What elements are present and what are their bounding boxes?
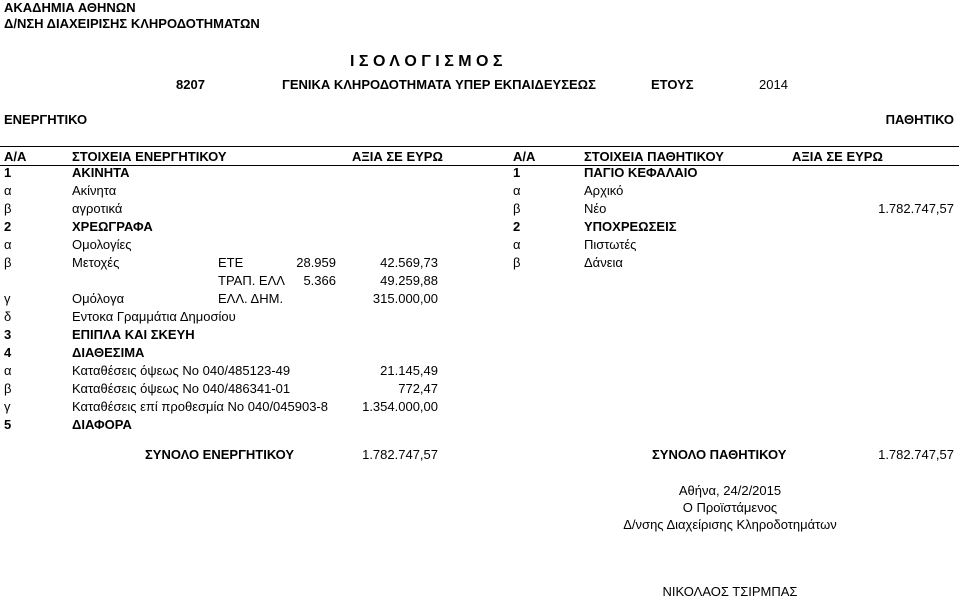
row-letter: δ bbox=[4, 309, 12, 324]
liabilities-total-value: 1.782.747,57 bbox=[878, 447, 954, 462]
section-label-cash: ΔΙΑΘΕΣΙΜΑ bbox=[72, 345, 145, 360]
section-label-fixed-capital: ΠΑΓΙΟ ΚΕΦΑΛΑΙΟ bbox=[584, 165, 698, 180]
section-label-differences: ΔΙΑΦΟΡΑ bbox=[72, 417, 132, 432]
item-label-bonds: Ομολογίες bbox=[72, 237, 132, 252]
row-letter: β bbox=[4, 381, 12, 396]
row-letter: γ bbox=[4, 291, 11, 306]
new-capital-value: 1.782.747,57 bbox=[878, 201, 954, 216]
department-name: Δ/ΝΣΗ ΔΙΑΧΕΙΡΙΣΗΣ ΚΛΗΡΟΔΟΤΗΜΑΤΩΝ bbox=[4, 16, 260, 31]
row-letter: α bbox=[4, 237, 12, 252]
item-label-new: Νέο bbox=[584, 201, 607, 216]
time-deposit-amount: 1.354.000,00 bbox=[362, 399, 438, 414]
row-letter: β bbox=[4, 201, 12, 216]
item-label-sight-deposit-1: Καταθέσεις όψεως Νο 040/485123-49 bbox=[72, 363, 291, 378]
item-label-loans: Δάνεια bbox=[584, 255, 623, 270]
item-label-government-bonds: Ομόλογα bbox=[72, 291, 125, 306]
row-number: 4 bbox=[4, 345, 12, 360]
year-value: 2014 bbox=[759, 77, 788, 92]
item-label-time-deposit: Καταθέσεις επί προθεσμία Νο 040/045903-8 bbox=[72, 399, 328, 414]
column-header-liabilities-items: ΣΤΟΙΧΕΙΑ ΠΑΘΗΤΙΚΟΥ bbox=[584, 149, 724, 164]
row-letter: β bbox=[4, 255, 12, 270]
section-label-securities: ΧΡΕΩΓΡΑΦΑ bbox=[72, 219, 153, 234]
item-label-sight-deposit-2: Καταθέσεις όψεως Νο 040/486341-01 bbox=[72, 381, 291, 396]
row-number: 2 bbox=[513, 219, 521, 234]
share-amount: 42.569,73 bbox=[380, 255, 438, 270]
table-top-border bbox=[0, 146, 959, 147]
item-label-real-estate: Ακίνητα bbox=[72, 183, 117, 198]
year-label: ΕΤΟΥΣ bbox=[651, 77, 694, 92]
sight-deposit-2-amount: 772,47 bbox=[398, 381, 438, 396]
share-quantity: 5.366 bbox=[303, 273, 336, 288]
share-quantity: 28.959 bbox=[296, 255, 336, 270]
row-letter: γ bbox=[4, 399, 11, 414]
section-label-obligations: ΥΠΟΧΡΕΩΣΕΙΣ bbox=[584, 219, 677, 234]
liabilities-total-label: ΣΥΝΟΛΟ ΠΑΘΗΤΙΚΟΥ bbox=[652, 447, 787, 462]
column-header-aa-right: Α/Α bbox=[513, 149, 536, 164]
row-letter: α bbox=[4, 183, 12, 198]
place-and-date: Αθήνα, 24/2/2015 bbox=[678, 483, 782, 498]
row-number: 5 bbox=[4, 417, 12, 432]
assets-total-value: 1.782.747,57 bbox=[362, 447, 438, 462]
row-letter: α bbox=[513, 237, 521, 252]
liabilities-heading: ΠΑΘΗΤΙΚΟ bbox=[885, 112, 954, 127]
code-number: 8207 bbox=[176, 77, 205, 92]
share-issuer: ΕΤΕ bbox=[218, 255, 244, 270]
share-issuer: ΤΡΑΠ. ΕΛΛ bbox=[218, 273, 285, 288]
column-header-liabilities-value: ΑΞΙΑ ΣΕ ΕΥΡΩ bbox=[792, 149, 883, 164]
row-letter: α bbox=[513, 183, 521, 198]
signatory-name: ΝΙΚΟΛΑΟΣ ΤΣΙΡΜΠΑΣ bbox=[662, 584, 798, 599]
signatory-role: Ο Προϊστάμενος bbox=[682, 500, 778, 515]
share-amount: 49.259,88 bbox=[380, 273, 438, 288]
row-letter: β bbox=[513, 255, 521, 270]
item-label-treasury-bills: Εντοκα Γραμμάτια Δημοσίου bbox=[72, 309, 236, 324]
signatory-department: Δ/νσης Διαχείρισης Κληροδοτημάτων bbox=[623, 517, 837, 532]
bond-amount: 315.000,00 bbox=[372, 291, 438, 306]
row-letter: β bbox=[513, 201, 521, 216]
section-label-real-estate: ΑΚΙΝΗΤΑ bbox=[72, 165, 130, 180]
row-number: 1 bbox=[4, 165, 12, 180]
item-label-shares: Μετοχές bbox=[72, 255, 120, 270]
item-label-creditors: Πιστωτές bbox=[584, 237, 637, 252]
row-number: 3 bbox=[4, 327, 12, 342]
column-header-assets-items: ΣΤΟΙΧΕΙΑ ΕΝΕΡΓΗΤΙΚΟΥ bbox=[72, 149, 227, 164]
document-title: Ι Σ Ο Λ Ο Γ Ι Σ Μ Ο Σ bbox=[350, 53, 503, 70]
column-header-assets-value: ΑΞΙΑ ΣΕ ΕΥΡΩ bbox=[352, 149, 443, 164]
row-number: 2 bbox=[4, 219, 12, 234]
assets-total-label: ΣΥΝΟΛΟ ΕΝΕΡΓΗΤΙΚΟΥ bbox=[145, 447, 295, 462]
row-letter: α bbox=[4, 363, 12, 378]
item-label-initial: Αρχικό bbox=[584, 183, 624, 198]
sight-deposit-1-amount: 21.145,49 bbox=[380, 363, 438, 378]
section-label-furniture: ΕΠΙΠΛΑ ΚΑΙ ΣΚΕΥΗ bbox=[72, 327, 195, 342]
organization-name: ΑΚΑΔΗΜΙΑ ΑΘΗΝΩΝ bbox=[4, 0, 136, 15]
assets-heading: ΕΝΕΡΓΗΤΙΚΟ bbox=[4, 112, 88, 127]
bond-issuer: ΕΛΛ. ΔΗΜ. bbox=[218, 291, 284, 306]
column-header-aa-left: Α/Α bbox=[4, 149, 27, 164]
document-subtitle: ΓΕΝΙΚΑ ΚΛΗΡΟΔΟΤΗΜΑΤΑ ΥΠΕΡ ΕΚΠΑΙΔΕΥΣΕΩΣ bbox=[282, 77, 596, 92]
header-bottom-border bbox=[0, 165, 959, 166]
item-label-agricultural: αγροτικά bbox=[72, 201, 123, 216]
row-number: 1 bbox=[513, 165, 521, 180]
